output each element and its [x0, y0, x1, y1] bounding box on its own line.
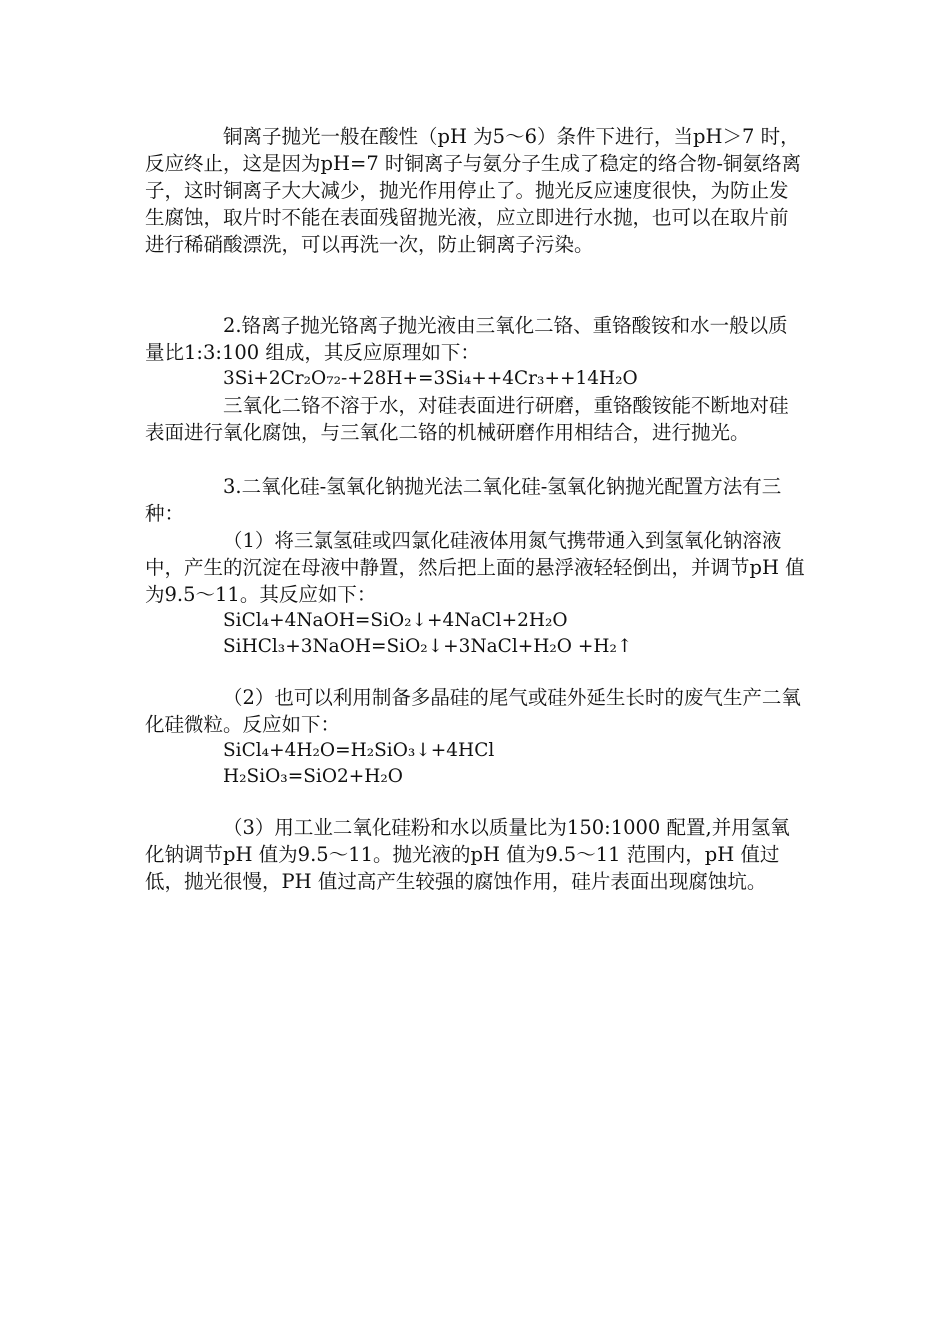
paragraph-chromium-oxide-grinding: 三氧化二铬不溶于水，对硅表面进行研磨，重铬酸铵能不断地对硅表面进行氧化腐蚀，与三氧化二铬的机械研磨作用相结合，进行抛光。	[145, 394, 789, 444]
formula-sicl4-naoh: SiCl₄+4NaOH=SiO₂↓+4NaCl+2H₂O	[223, 610, 568, 631]
spacer	[145, 660, 805, 684]
paragraph-method-3: （3）用工业二氧化硅粉和水以质量比为150:1000 配置,并用氢氧化钠调节pH 值为9.5～11。抛光液的pH 值为9.5～11 范围内，pH 值过低，抛光很慢，PH 值过高产生较强的腐蚀作用，硅片表面出现腐蚀坑。	[145, 816, 790, 893]
paragraph-copper-ion-polishing: 铜离子抛光一般在酸性（pH 为5～6）条件下进行，当pH＞7 时，反应终止，这是因为pH=7 时铜离子与氨分子生成了稳定的络合物-铜氨络离子，这时铜离子大大减少，抛光作用停止了。抛光反应速度很快，为防止发生腐蚀，取片时不能在表面残留抛光液，应立即进行水抛，也可以在取片前进行稀硝酸漂洗，可以再洗一次，防止铜离子污染。	[145, 125, 802, 256]
spacer	[145, 258, 805, 312]
paragraph-method-1: （1）将三氯氢硅或四氯化硅液体用氮气携带通入到氢氧化钠溶液中，产生的沉淀在母液中静置，然后把上面的悬浮液轻轻倒出，并调节pH 值为9.5～11。其反应如下：	[145, 529, 805, 606]
formula-sicl4-h2o: SiCl₄+4H₂O=H₂SiO₃↓+4HCl	[223, 740, 495, 761]
formula-h2sio3: H₂SiO₃=SiO2+H₂O	[223, 766, 403, 787]
spacer	[145, 446, 805, 473]
paragraph-method-2: （2）也可以利用制备多晶硅的尾气或硅外延生长时的废气生产二氧化硅微粒。反应如下：	[145, 686, 801, 736]
paragraph-silica-sodium-hydroxide-method: 3.二氧化硅-氢氧化钠抛光法二氧化硅-氢氧化钠抛光配置方法有三种：	[145, 475, 782, 525]
formula-chromium-reaction: 3Si+2Cr₂O₇₂-+28H+=3Si₄++4Cr₃++14H₂O	[223, 368, 638, 389]
document-body	[145, 123, 805, 895]
spacer	[145, 790, 805, 814]
formula-sihcl3-naoh: SiHCl₃+3NaOH=SiO₂↓+3NaCl+H₂O +H₂↑	[223, 636, 633, 657]
paragraph-chromium-ion-polishing: 2.铬离子抛光铬离子抛光液由三氧化二铬、重铬酸铵和水一般以质量比1:3:100 组成，其反应原理如下：	[145, 314, 788, 364]
